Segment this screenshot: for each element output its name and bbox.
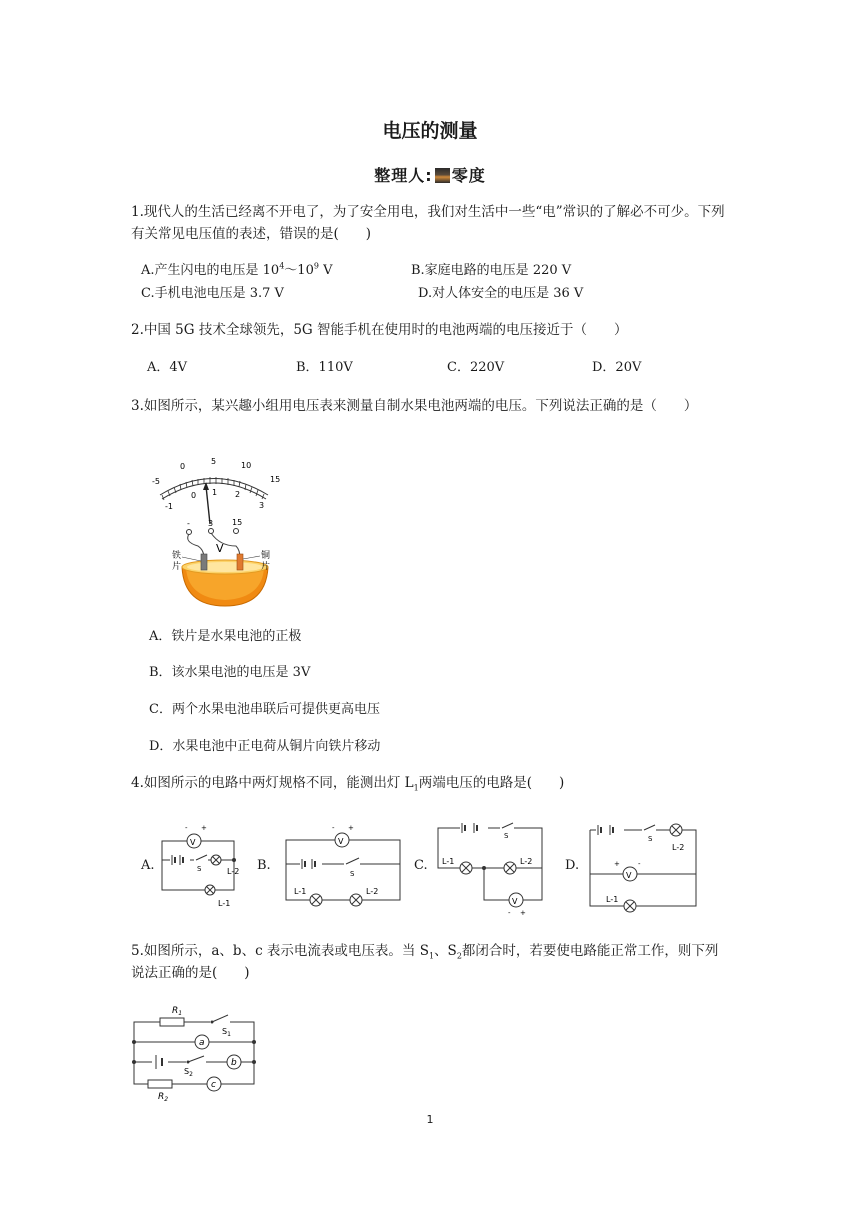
terminal-label: - xyxy=(187,519,190,528)
terminal-label: 15 xyxy=(232,518,243,527)
q4-label-c: C. xyxy=(414,858,428,873)
upper-scale-label: 15 xyxy=(270,475,281,484)
compiler-line xyxy=(0,163,860,186)
svg-text:L-1: L-1 xyxy=(294,887,307,896)
copper-label: 片 xyxy=(261,562,271,572)
upper-scale-label: 0 xyxy=(180,462,186,471)
q2-option-b: B．110V xyxy=(296,360,353,375)
terminal-minus xyxy=(187,530,192,535)
page-number: 1 xyxy=(426,1113,434,1126)
svg-text:-: - xyxy=(508,909,511,917)
terminal-3 xyxy=(209,529,214,534)
svg-text:S: S xyxy=(350,870,355,878)
svg-text:L-1: L-1 xyxy=(442,857,455,866)
upper-scale-label: 10 xyxy=(241,461,252,470)
question-2-text: 2.中国 5G 技术全球领先，5G 智能手机在使用时的电池两端的电压接近于（ ） xyxy=(131,322,628,338)
svg-text:+: + xyxy=(520,909,526,917)
terminal-label: 3 xyxy=(208,519,214,528)
svg-text:L-1: L-1 xyxy=(606,895,619,904)
circuit-q5 xyxy=(126,1000,261,1102)
q4-label-d: D. xyxy=(565,858,580,873)
circuit-d xyxy=(584,818,704,918)
terminal-15 xyxy=(234,529,239,534)
meter-symbol: V xyxy=(190,838,196,847)
svg-text:S: S xyxy=(504,832,509,840)
svg-text:R2: $R_2$ xyxy=(158,1092,169,1102)
upper-scale-label: -5 xyxy=(152,477,160,486)
q2-option-a: A．4V xyxy=(147,360,188,375)
svg-text:S: S xyxy=(197,865,202,873)
svg-text:L-2: L-2 xyxy=(520,857,533,866)
question-4-text: 4.如图所示的电路中两灯规格不同，能测出灯 $L_1$两端电压的电路是( ) xyxy=(131,775,565,793)
iron-label: 片 xyxy=(172,562,182,572)
svg-text:V: V xyxy=(338,837,344,846)
compiler-label: 整理人: xyxy=(374,166,433,185)
q3-option-a: A．铁片是水果电池的正极 xyxy=(149,629,302,644)
svg-text:S: S xyxy=(648,835,653,843)
svg-text:L-1: L-1 xyxy=(218,899,231,908)
svg-text:c: c xyxy=(211,1080,216,1090)
lower-scale-label: 2 xyxy=(235,490,241,499)
lower-scale-label: 3 xyxy=(259,501,265,510)
upper-scale-label: 5 xyxy=(211,457,217,466)
svg-text:L-2: L-2 xyxy=(672,843,685,852)
svg-text:a: a xyxy=(199,1038,205,1048)
copper-electrode xyxy=(237,554,243,570)
svg-text:+: + xyxy=(348,824,354,832)
q1-option-a: A.产生闪电的电压是 $10^4\sim 10^9$ V xyxy=(141,261,333,278)
q3-option-c: C．两个水果电池串联后可提供更高电压 xyxy=(149,702,380,717)
circuit-a xyxy=(156,818,246,910)
q1-option-c: C.手机电池电压是 3.7 V xyxy=(141,286,284,301)
q2-option-d: D．20V xyxy=(592,360,642,375)
lower-scale-label: 0 xyxy=(191,491,197,500)
fruit-battery-diagram xyxy=(140,450,290,612)
svg-text:-: - xyxy=(332,824,335,832)
svg-text:V: V xyxy=(512,897,518,906)
avatar xyxy=(435,168,450,183)
q3-option-d: D．水果电池中正电荷从铜片向铁片移动 xyxy=(149,739,381,754)
resistor-r2 xyxy=(148,1080,172,1088)
copper-label: 铜 xyxy=(261,551,271,561)
svg-text:L-2: L-2 xyxy=(366,887,379,896)
svg-text:+: + xyxy=(614,860,620,868)
lower-scale-label: -1 xyxy=(165,502,173,511)
page-title: 电压的测量 xyxy=(382,120,478,142)
meter-symbol: V xyxy=(216,542,224,555)
svg-text:-: - xyxy=(638,860,641,868)
question-5-text: 5.如图所示，a、b、c 表示电流表或电压表。当 $S_1$、$S_2$都闭合时，若要使电路能正常工作，则下列说法正确的是( ) xyxy=(131,943,719,981)
svg-text:L-2: L-2 xyxy=(227,867,240,876)
svg-text:-: - xyxy=(185,824,188,832)
circuit-c xyxy=(432,818,552,918)
svg-text:+: + xyxy=(201,824,207,832)
question-3-text: 3.如图所示，某兴趣小组用电压表来测量自制水果电池两端的电压。下列说法正确的是（ ） xyxy=(131,398,698,414)
svg-text:b: b xyxy=(231,1058,237,1068)
q4-label-b: B. xyxy=(257,858,271,873)
resistor-r1 xyxy=(160,1018,184,1026)
question-1-text: 1.现代人的生活已经离不开电了，为了安全用电，我们对生活中一些“电”常识的了解必不可少。下列有关常见电压值的表述，错误的是( ) xyxy=(131,204,725,242)
svg-text:S1: $S_1$ xyxy=(222,1027,231,1038)
iron-label: 铁 xyxy=(172,551,182,561)
lower-scale-label: 1 xyxy=(212,488,218,497)
iron-electrode xyxy=(201,554,207,570)
svg-text:R1: $R_1$ xyxy=(172,1006,183,1017)
svg-text:V: V xyxy=(626,871,632,880)
svg-text:S2: $S_2$ xyxy=(184,1067,193,1078)
q1-option-d: D.对人体安全的电压是 36 V xyxy=(418,286,584,301)
compiler-name: 零度 xyxy=(451,166,486,185)
q2-option-c: C．220V xyxy=(447,360,505,375)
q3-option-b: B．该水果电池的电压是 3V xyxy=(149,665,311,680)
q4-label-a: A. xyxy=(141,858,155,873)
circuit-b xyxy=(280,818,406,910)
q1-option-b: B.家庭电路的电压是 220 V xyxy=(411,263,572,278)
